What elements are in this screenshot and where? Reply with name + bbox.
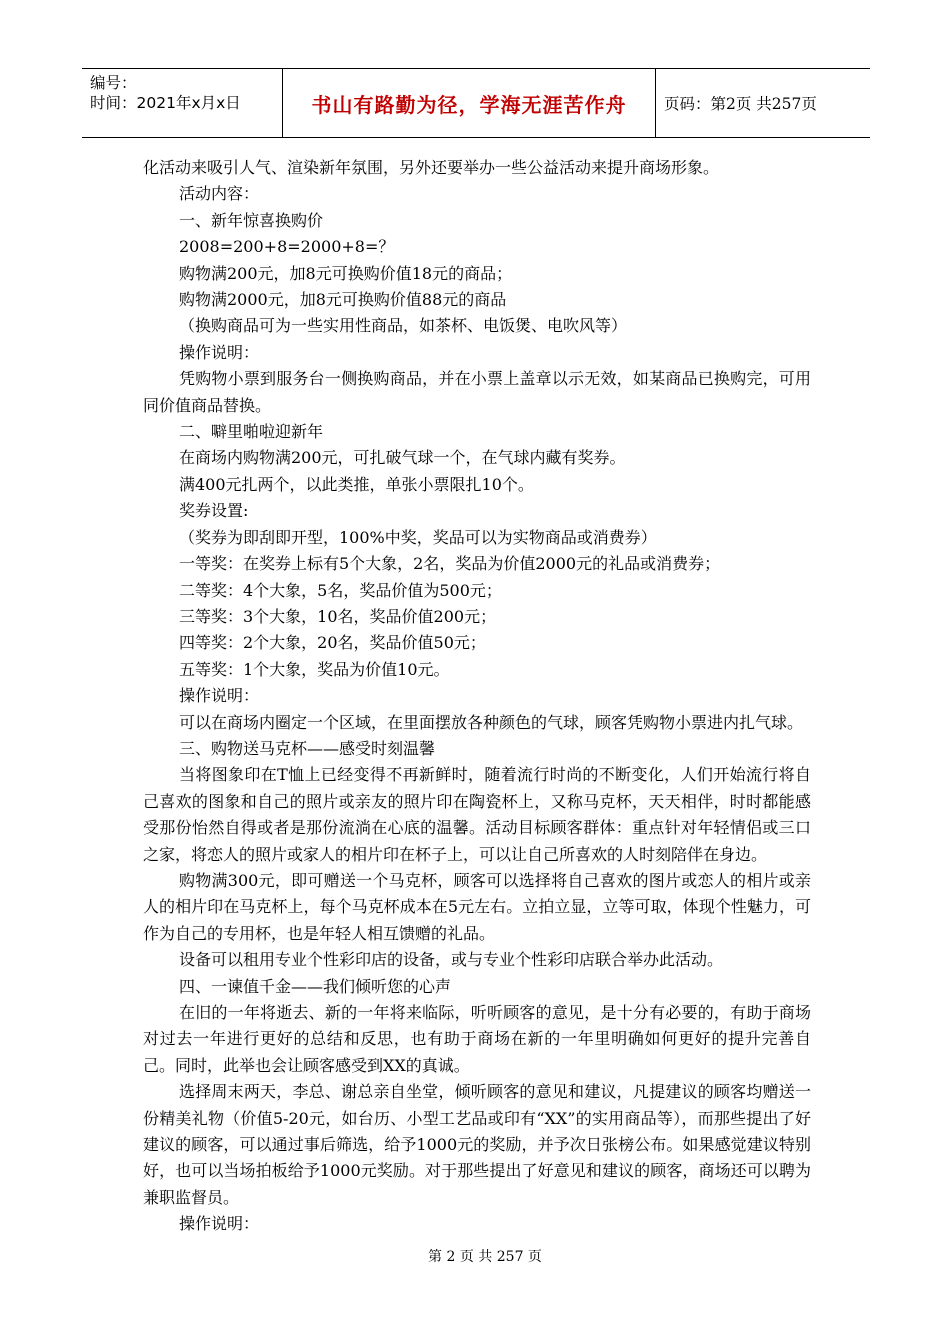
header-page-info: 页码：第2页 共257页 [664, 95, 817, 113]
body-paragraph: 凭购物小票到服务台一侧换购商品，并在小票上盖章以示无效，如某商品已换购完，可用同价值商品替换。 [143, 369, 811, 415]
body-paragraph: 选择周末两天，李总、谢总亲自坐堂，倾听顾客的意见和建议，凡提建议的顾客均赠送一份精美礼物（价值5-20元，如台历、小型工艺品或印有“XX”的实用商品等），而那些提出了好建议的顾客，可以通过事后筛选，给予1000元的奖励，并予次日张榜公布。如果感觉建议特别好，也可以当场拍板给予1000元奖励。对于那些提出了好意见和建议的顾客，商场还可以聘为兼职监督员。 [143, 1082, 811, 1207]
body-paragraph: 化活动来吸引人气、渲染新年氛围，另外还要举办一些公益活动来提升商场形象。 [143, 158, 720, 177]
body-paragraph: 设备可以租用专业个性彩印店的设备，或与专业个性彩印店联合举办此活动。 [179, 950, 724, 970]
body-paragraph: 二等奖：4个大象，5名，奖品价值为500元； [179, 580, 502, 600]
body-paragraph: 五等奖：1个大象，奖品为价值10元。 [179, 659, 450, 679]
body-paragraph: 活动内容： [179, 184, 260, 204]
body-paragraph: 购物满2000元，加8元可换购价值88元的商品 [179, 290, 507, 310]
header-motto-cell [283, 69, 656, 137]
header-motto: 书山有路勤为径，学海无涯苦作舟 [311, 92, 627, 117]
body-paragraph: 可以在商场内圈定一个区域，在里面摆放各种颜色的气球，顾客凭购物小票进内扎气球。 [179, 712, 804, 732]
body-paragraph: 奖券设置: [179, 501, 249, 521]
body-paragraph: 四、一谏值千金——我们倾听您的心声 [179, 976, 452, 996]
page-header [82, 68, 870, 138]
body-paragraph: 二、噼里啪啦迎新年 [179, 422, 324, 442]
header-meta-cell [82, 69, 283, 137]
document-number-label: 编号： [90, 74, 137, 92]
body-paragraph: 在旧的一年将逝去、新的一年将来临际，听听顾客的意见，是十分有必要的，有助于商场对过去一年进行更好的总结和反思，也有助于商场在新的一年里明确如何更好的提升完善自己。同时，此举也会让顾客感受到XX的真诚。 [143, 1003, 811, 1075]
body-paragraph: 一等奖：在奖券上标有5个大象，2名，奖品为价值2000元的礼品或消费券； [179, 554, 721, 574]
body-paragraph: 一、新年惊喜换购价 [179, 210, 324, 230]
document-time-label: 时间：2021年x月x日 [90, 94, 241, 112]
body-paragraph: 在商场内购物满200元，可扎破气球一个，在气球内藏有奖券。 [179, 448, 626, 468]
body-paragraph: 购物满300元，即可赠送一个马克杯，顾客可以选择将自己喜欢的图片或恋人的相片或亲人的相片印在马克杯上，每个马克杯成本在5元左右。立拍立显，立等可取，体现个性魅力，可作为自己的专用杯，也是年轻人相互馈赠的礼品。 [143, 870, 811, 943]
body-paragraph: 操作说明： [179, 686, 260, 706]
body-paragraph: 满400元扎两个，以此类推，单张小票限扎10个。 [179, 474, 534, 494]
body-paragraph: 四等奖：2个大象，20名，奖品价值50元； [179, 633, 486, 653]
body-paragraph: （奖券为即刮即开型，100%中奖，奖品可以为实物商品或消费券） [179, 527, 657, 547]
body-paragraph: （换购商品可为一些实用性商品，如茶杯、电饭煲、电吹风等） [179, 316, 628, 336]
body-paragraph: 操作说明： [179, 1214, 260, 1234]
page-footer: 第 2 页 共 257 页 [428, 1249, 542, 1265]
document-body [143, 155, 811, 1238]
header-page-cell [656, 69, 870, 137]
body-paragraph: 三、购物送马克杯——感受时刻温馨 [179, 738, 436, 758]
body-paragraph: 操作说明： [179, 342, 260, 362]
body-paragraph: 2008=200+8=2000+8=？ [179, 237, 395, 257]
body-paragraph: 三等奖：3个大象，10名，奖品价值200元； [179, 606, 497, 626]
body-paragraph: 当将图象印在T恤上已经变得不再新鲜时，随着流行时尚的不断变化，人们开始流行将自己喜欢的图象和自己的照片或亲友的照片印在陶瓷杯上，又称马克杯，天天相伴，时时都能感受那份怡然自得或者是那份流淌在心底的温馨。活动目标顾客群体：重点针对年轻情侣或三口之家，将恋人的照片或家人的相片印在杯子上，可以让自己所喜欢的人时刻陪伴在身边。 [143, 765, 811, 864]
body-paragraph: 购物满200元，加8元可换购价值18元的商品； [179, 263, 513, 283]
